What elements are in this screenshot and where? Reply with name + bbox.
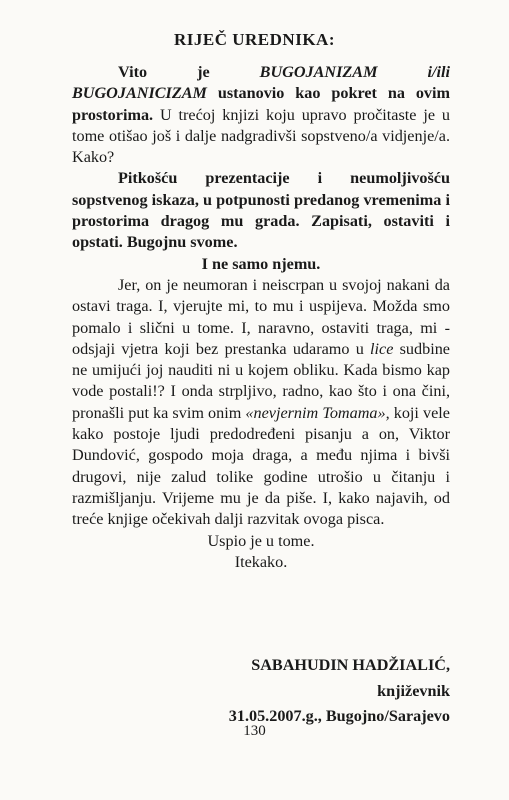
text-body	[72, 62, 450, 573]
p1-movement: BUGOJANIZAM i/ili BUGOJANICIZAM	[72, 63, 450, 103]
paragraph-5: Uspio je u tome.	[207, 531, 315, 550]
paragraph-6: Itekako.	[234, 552, 288, 571]
p1-bold-end: ustanovio kao pokret na ovim prostorima.	[72, 84, 450, 124]
p4-toma: «nevjernim Tomama»,	[245, 403, 390, 422]
p1-rest: U trećoj knjizi koju upravo pročitaste je u tome otišao još i dalje nadgradivši sopstveno/a vidjenje/a. Kako?	[72, 105, 450, 167]
page-number: 130	[243, 723, 266, 739]
paragraph-4	[72, 275, 450, 531]
signature-date-place: 31.05.2007.g., Bugojno/Sarajevo	[228, 707, 450, 725]
paragraph-1	[72, 62, 450, 168]
signature-role: književnik	[377, 682, 450, 700]
paragraph-3: I ne samo njemu.	[201, 254, 321, 273]
p4-lice: lice	[370, 339, 394, 358]
p4-a: Jer, on je neumoran i neiscrpan u svojoj nakani da ostavi traga. I, vjerujte mi, to mu i uspijeva. Možda smo pomalo i slični u tome. I, naravno, ostaviti traga, mi - odsjaji vjetra koji bez prestanka udaramo u	[72, 275, 450, 358]
p4-b: sudbine ne umijući joj nauditi ni u kojem obliku. Kada bismo kap vode postali!? I onda strpljivo, radno, kao što i ona čini, pronašli put ka svim onim	[72, 339, 450, 422]
p4-c: koji vele kako postoje ljudi predodređeni pisanju a on, Viktor Dundović, gospodo moja draga, a među njima i bivši drugovi, nije zalud tolike godine utrošio u čitanju i razmišljanju. Vrijeme mu je da piše. I, kako najavih, od treće knjige očekivah dalji razvitak ovoga pisca.	[72, 403, 450, 529]
p1-lead: Vito je	[118, 63, 260, 81]
page-heading: RIJEČ UREDNIKA:	[174, 30, 335, 49]
paragraph-2: Pitkošću prezentacije i neumoljivošću sopstvenog iskaza, u potpunosti predanog vremenima i prostorima dragog mu grada. Zapisati, ostaviti i opstati. Bugojnu svome.	[72, 169, 450, 252]
signature-name: SABAHUDIN HADŽIALIĆ,	[251, 656, 450, 674]
